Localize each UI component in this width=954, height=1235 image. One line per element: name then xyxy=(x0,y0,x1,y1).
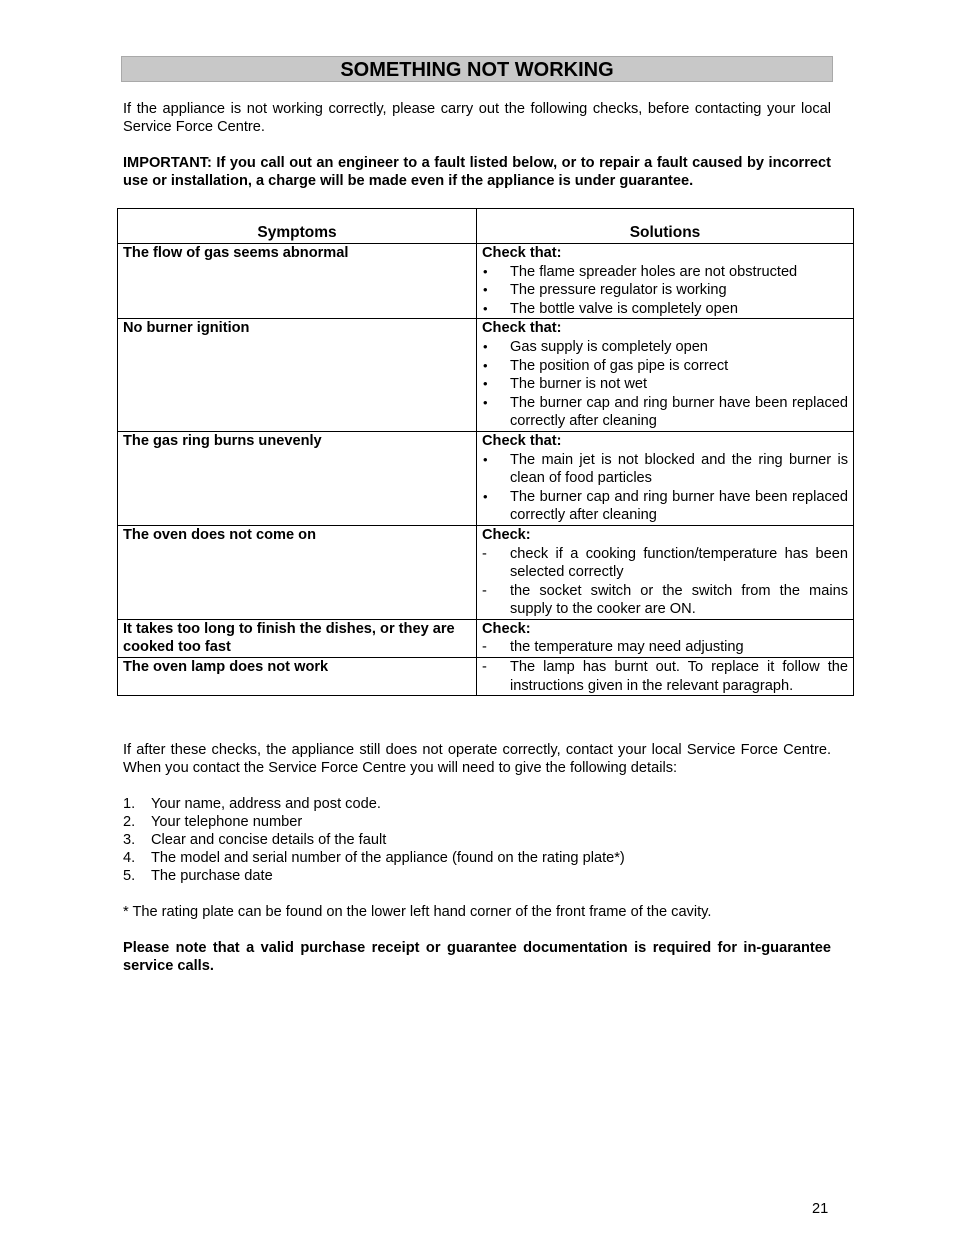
table-row xyxy=(118,619,854,657)
details-list xyxy=(123,795,625,885)
item-number: 2. xyxy=(123,814,136,830)
item-text: The purchase date xyxy=(151,868,273,884)
symptom-cell: It takes too long to finish the dishes, or they are cooked too fast xyxy=(118,619,477,657)
check-heading: Check that: xyxy=(482,245,562,261)
page-number: 21 xyxy=(812,1201,829,1217)
list-item-text: The bottle valve is completely open xyxy=(510,300,738,317)
item-text: Your telephone number xyxy=(151,814,303,830)
item-number: 4. xyxy=(123,850,136,866)
bullet-icon: • xyxy=(483,300,488,316)
solution-list xyxy=(482,263,848,319)
list-item-text: The pressure regulator is working xyxy=(510,282,727,299)
item-text: Your name, address and post code. xyxy=(151,796,381,812)
list-item-text: the temperature may need adjusting xyxy=(510,639,744,656)
check-heading: Check that: xyxy=(482,320,562,337)
list-item xyxy=(482,300,848,319)
bullet-icon: • xyxy=(483,338,488,354)
list-item xyxy=(482,582,848,619)
list-item-text: The burner cap and ring burner have been replaced correctly after cleaning xyxy=(510,394,848,430)
bullet-icon: • xyxy=(483,394,488,410)
table-row xyxy=(118,244,854,319)
check-heading: Check: xyxy=(482,526,531,543)
page-title: SOMETHING NOT WORKING xyxy=(121,56,833,82)
symptom-cell: No burner ignition xyxy=(118,319,477,432)
list-item-text: The position of gas pipe is correct xyxy=(510,357,729,374)
table-row xyxy=(118,319,854,432)
list-item xyxy=(482,357,848,376)
solution-cell xyxy=(477,244,854,319)
list-item-text: The flame spreader holes are not obstructed xyxy=(510,263,798,280)
list-item-text: The lamp has burnt out. To replace it follow the instructions given in the relevant paragraph. xyxy=(510,659,848,694)
list-item xyxy=(482,338,848,357)
solution-list xyxy=(482,545,848,619)
solution-list xyxy=(482,338,848,431)
dash-icon: - xyxy=(482,639,487,656)
list-item xyxy=(482,488,848,525)
list-item xyxy=(482,658,848,695)
list-item xyxy=(482,451,848,488)
list-item xyxy=(482,281,848,300)
bullet-icon: • xyxy=(483,357,488,373)
symptom-cell: The oven lamp does not work xyxy=(118,658,477,696)
intro-paragraph: If the appliance is not working correctly, please carry out the following checks, before contacting your local Service Force Centre. xyxy=(123,101,831,135)
list-item-text: Gas supply is completely open xyxy=(510,338,708,355)
list-item-text: The burner is not wet xyxy=(510,376,648,393)
list-item xyxy=(482,638,848,657)
solution-list xyxy=(482,638,848,657)
solution-cell xyxy=(477,319,854,432)
item-text: The model and serial number of the appliance (found on the rating plate*) xyxy=(151,850,625,866)
list-item xyxy=(123,849,625,867)
table-body xyxy=(118,244,854,696)
receipt-note: Please note that a valid purchase receipt or guarantee documentation is required for in-guarantee service calls. xyxy=(123,940,831,974)
rating-plate-note: * The rating plate can be found on the lower left hand corner of the front frame of the cavity. xyxy=(123,904,712,920)
symptom-cell: The gas ring burns unevenly xyxy=(118,431,477,525)
check-heading: Check that: xyxy=(482,432,562,449)
list-item xyxy=(482,375,848,394)
after-checks-paragraph: If after these checks, the appliance still does not operate correctly, contact your local Service Force Centre. When you contact the Service Force Centre you will need to give the following details: xyxy=(123,742,831,776)
list-item xyxy=(123,867,625,885)
symptom-cell: The oven does not come on xyxy=(118,525,477,619)
solution-cell xyxy=(477,525,854,619)
list-item-text: check if a cooking function/temperature has been selected correctly xyxy=(510,545,848,581)
symptom-cell: The flow of gas seems abnormal xyxy=(118,244,477,319)
list-item-text: The main jet is not blocked and the ring burner is clean of food particles xyxy=(510,451,848,487)
check-heading: Check: xyxy=(482,620,531,637)
item-number: 3. xyxy=(123,832,136,848)
bullet-icon: • xyxy=(483,263,488,279)
solution-cell xyxy=(477,431,854,525)
bullet-icon: • xyxy=(483,488,488,504)
bullet-icon: • xyxy=(483,451,488,467)
important-notice: IMPORTANT: If you call out an engineer to a fault listed below, or to repair a fault caused by incorrect use or installation, a charge will be made even if the appliance is under guarantee. xyxy=(123,155,831,189)
list-item xyxy=(123,795,625,813)
list-item-text: The burner cap and ring burner have been replaced correctly after cleaning xyxy=(510,488,848,524)
list-item xyxy=(123,813,625,831)
list-item xyxy=(123,831,625,849)
solutions-header: Solutions xyxy=(477,209,854,244)
list-item-text: the socket switch or the switch from the mains supply to the cooker are ON. xyxy=(510,582,848,618)
table-row xyxy=(118,525,854,619)
item-text: Clear and concise details of the fault xyxy=(151,832,387,848)
dash-icon: - xyxy=(482,545,487,562)
table-header-row xyxy=(118,209,854,244)
symptoms-header: Symptoms xyxy=(118,209,477,244)
item-number: 5. xyxy=(123,868,136,884)
solution-cell xyxy=(477,658,854,696)
solution-cell xyxy=(477,619,854,657)
list-item xyxy=(482,394,848,431)
solution-list xyxy=(482,451,848,525)
table-row xyxy=(118,658,854,696)
list-item xyxy=(482,263,848,282)
dash-icon: - xyxy=(482,582,487,599)
bullet-icon: • xyxy=(483,282,488,298)
solution-list xyxy=(482,658,848,695)
list-item xyxy=(482,545,848,582)
bullet-icon: • xyxy=(483,376,488,392)
dash-icon: - xyxy=(482,659,487,676)
table-row xyxy=(118,431,854,525)
item-number: 1. xyxy=(123,796,136,812)
troubleshooting-table xyxy=(117,208,854,696)
